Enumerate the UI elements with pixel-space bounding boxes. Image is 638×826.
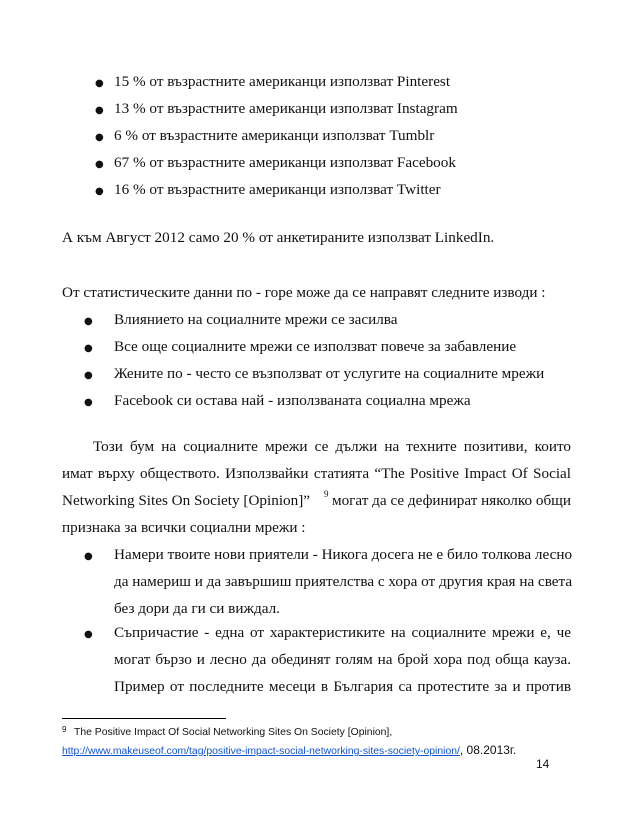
article-title-part: Networking Sites On Society [Opinion]” [62,492,311,509]
bullet-icon: ● [95,105,104,116]
list-item-line: Пример от последните месеци в България са протестите за и против [114,678,571,695]
conclusions-intro: От статистическите данни по - горе може да се направят следните изводи : [62,284,546,301]
paragraph-line [62,489,571,510]
bullet-icon: ● [95,132,104,143]
list-item-line: да намериш и да завършиш приятелства с хора от другия края на света [114,573,573,590]
paragraph-line: признака за всички социални мрежи : [62,519,306,536]
list-item: 16 % от възрастните американци използват Twitter [114,181,441,198]
bullet-icon: ● [84,397,93,408]
paragraph-line: имат върху обществото. Използвайки статията “The Positive Impact Of Social [62,465,571,482]
bullet-icon: ● [95,78,104,89]
linkedin-sentence: А към Август 2012 само 20 % от анкетираните използват LinkedIn. [62,229,495,246]
list-item: Facebook си остава най - използваната социална мрежа [114,392,471,409]
list-item: 15 % от възрастните американци използват Pinterest [114,73,451,90]
bullet-icon: ● [95,159,104,170]
footnote-number: 9 [62,725,67,734]
footnote-date: , 08.2013г. [459,743,517,757]
paragraph-line: Този бум на социалните мрежи се дължи на техните позитиви, които [93,438,571,455]
list-item: Жените по - често се възползват от услугите на социалните мрежи [114,365,545,382]
list-item-line: могат бързо и лесно да обединят голям на брой хора под обща кауза. [114,651,571,668]
bullet-icon: ● [84,551,93,562]
bullet-icon: ● [84,629,93,640]
list-item: 67 % от възрастните американци използват Facebook [114,154,456,171]
list-item-line: без дори да ги си виждал. [114,600,280,617]
bullet-icon: ● [84,343,93,354]
list-item: 13 % от възрастните американци използват Instagram [114,100,458,117]
footnote-ref: 9 [324,489,329,499]
list-item-line: Намери твоите нови приятели - Никога досега не е било толкова лесно [114,546,573,563]
footnote-text: The Positive Impact Of Social Networking Sites On Society [Opinion], [74,727,393,738]
bullet-icon: ● [95,186,104,197]
footnote-line2 [62,743,516,757]
list-item: Влиянието на социалните мрежи се засилва [114,311,398,328]
list-item: Все още социалните мрежи се използват повече за забавление [114,338,517,355]
page-number: 14 [536,757,550,771]
footnote-link[interactable]: http://www.makeuseof.com/tag/positive-impact-social-networking-sites-society-opinion/ [62,746,460,757]
paragraph-text: могат да се дефинират няколко общи [331,492,571,509]
list-item: 6 % от възрастните американци използват Tumblr [114,127,435,144]
list-item-line: Съпричастие - една от характеристиките на социалните мрежи е, че [114,624,571,641]
bullet-icon: ● [84,316,93,327]
footnote-divider [62,718,226,719]
bullet-icon: ● [84,370,93,381]
